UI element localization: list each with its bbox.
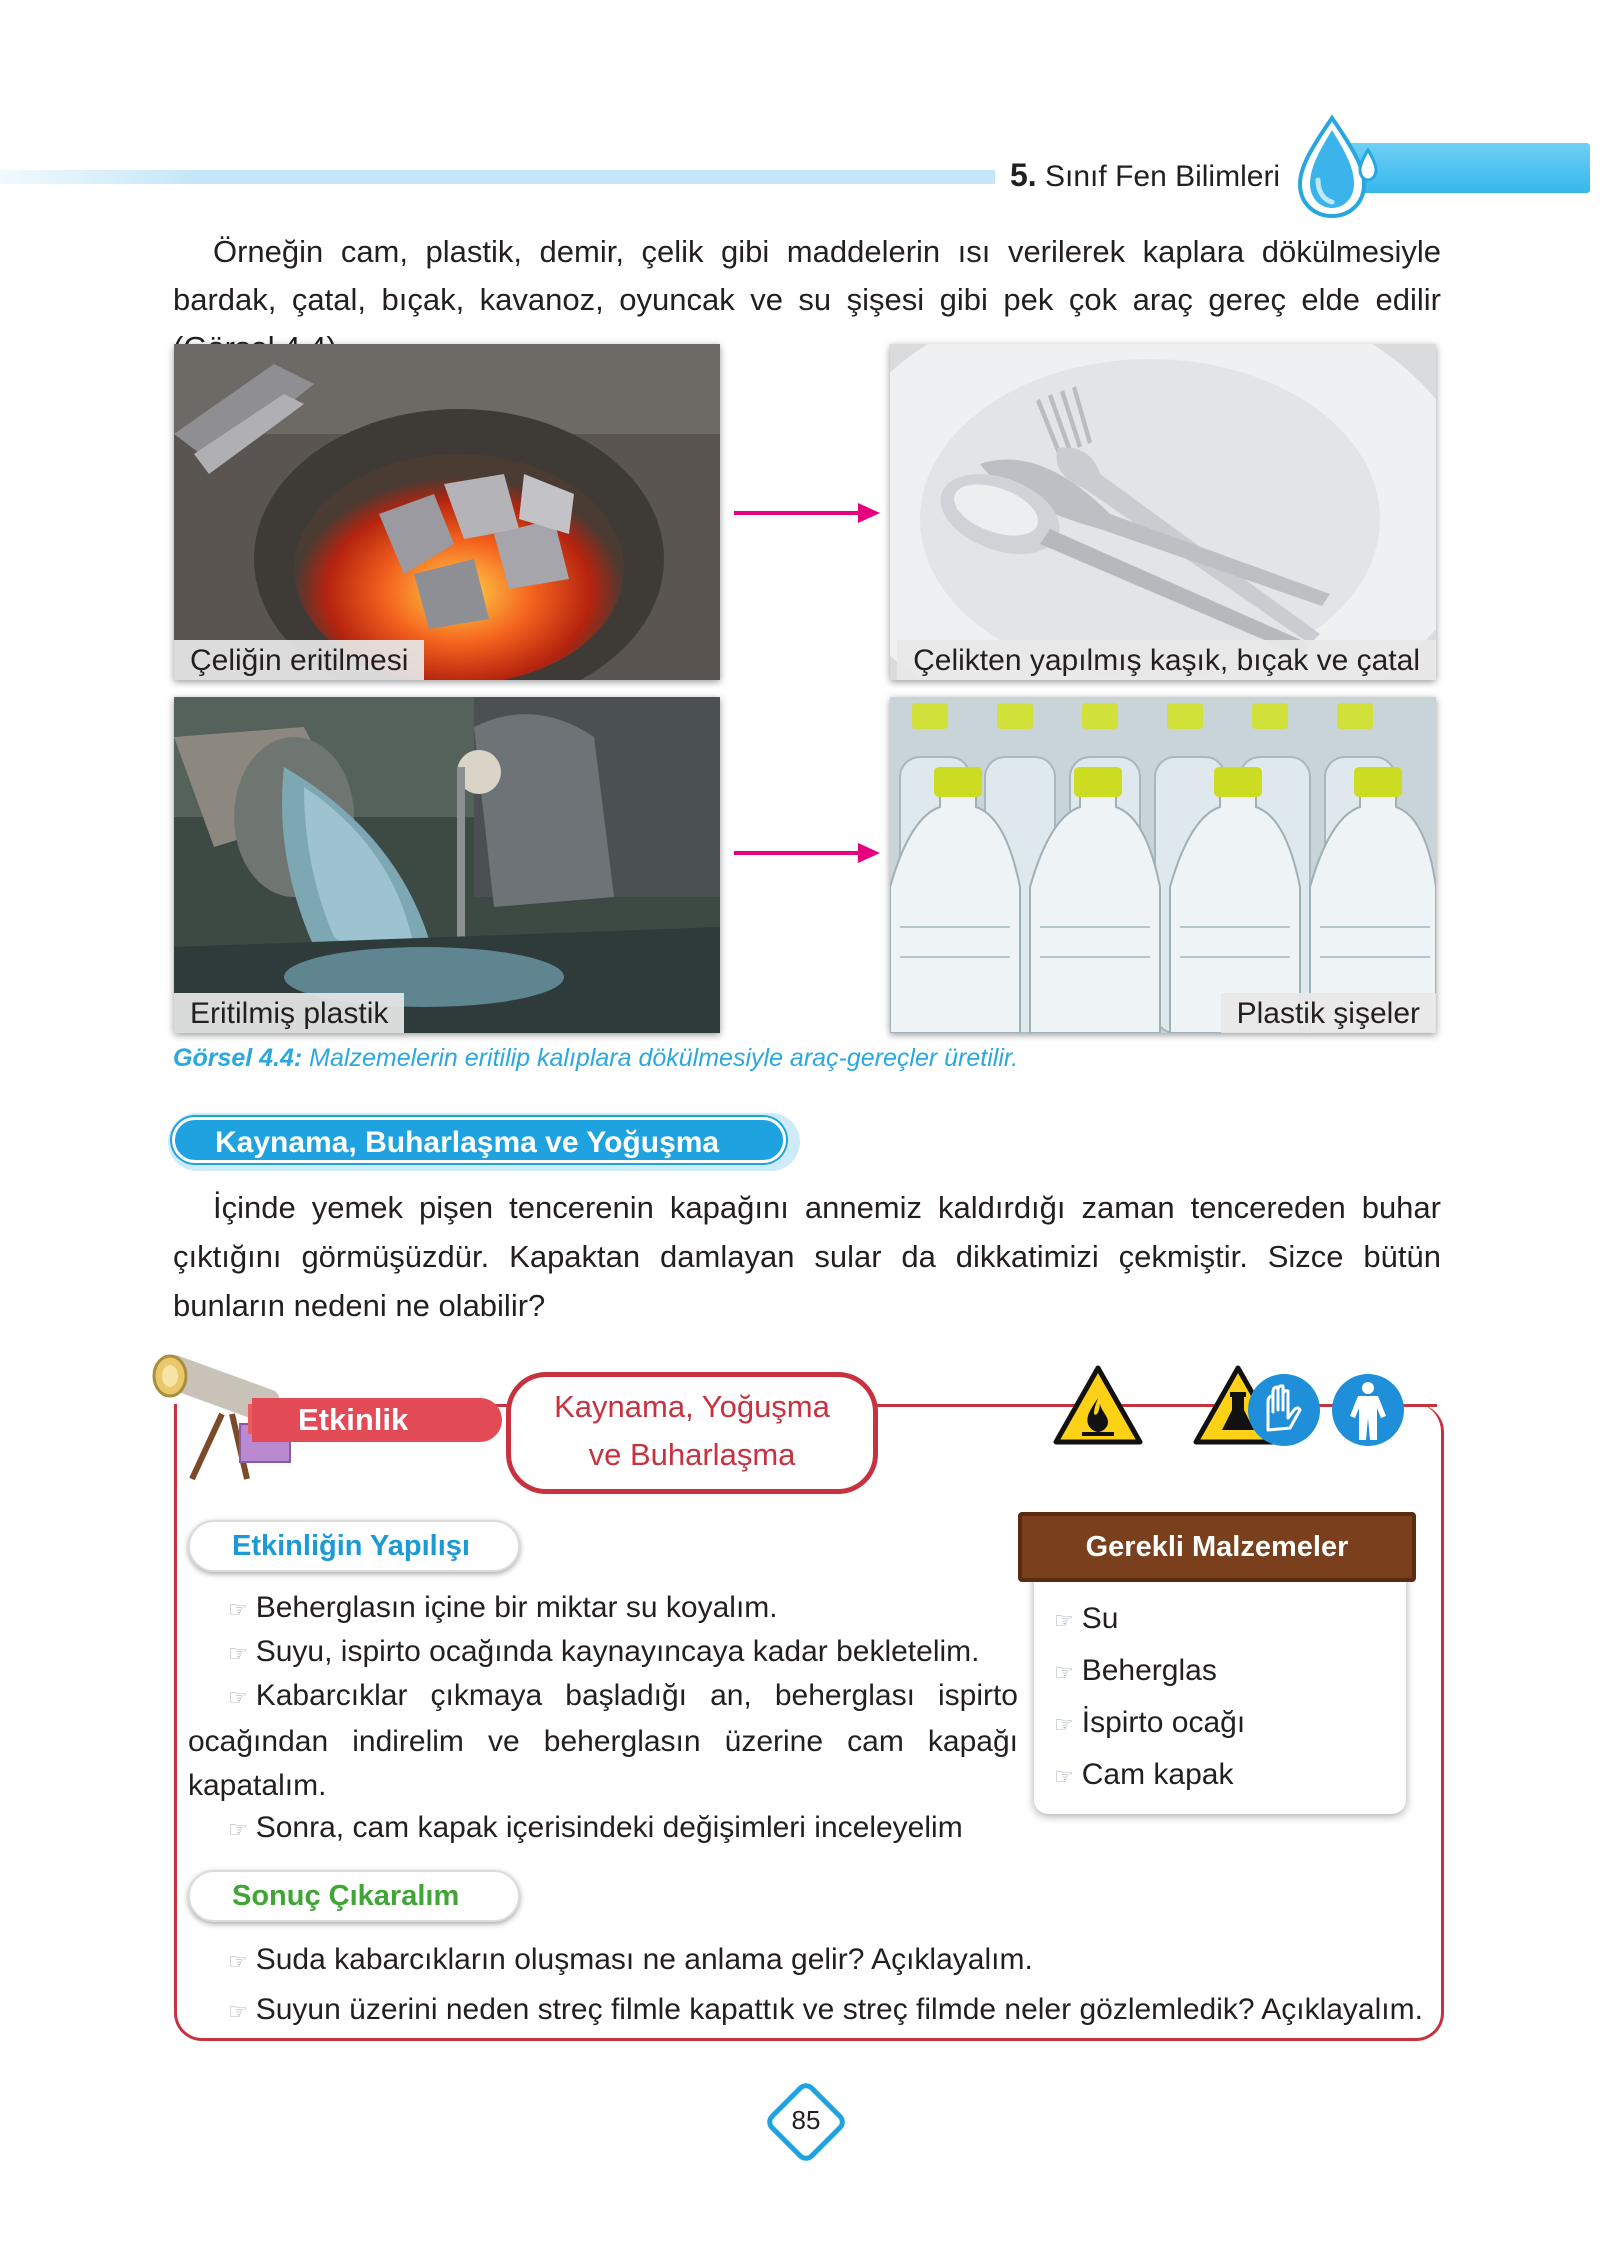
material-item: ☞ Su — [1054, 1602, 1119, 1635]
pointing-hand-icon: ☞ — [1054, 1712, 1074, 1737]
section-paragraph: İçinde yemek pişen tencerenin kapağını annemiz kaldırdığı zaman tencereden buhar çıktığını görmüşüzdür. Kapaktan damlayan sular da dikkatimizi çekmiştir. Sizce bütün bunların nedeni ne olabilir? — [173, 1190, 1441, 1323]
procedure-step: ☞ Suyu, ispirto ocağında kaynayıncaya kadar bekletelim. — [228, 1635, 980, 1668]
page-number: 85 — [791, 2105, 821, 2135]
photo-caption: Eritilmiş plastik — [174, 993, 404, 1033]
section-heading: Kaynama, Buharlaşma ve Yoğuşma — [172, 1117, 786, 1163]
material-item: ☞ Beherglas — [1054, 1654, 1217, 1687]
activity-title — [506, 1372, 878, 1494]
photo-steel-melting — [174, 344, 720, 680]
arrow-right-icon — [734, 498, 880, 528]
procedure-heading: Etkinliğin Yapılışı — [188, 1520, 520, 1572]
pointing-hand-icon: ☞ — [228, 1641, 248, 1666]
pointing-hand-icon: ☞ — [228, 1597, 248, 1622]
materials-box — [1034, 1568, 1406, 1814]
activity-title-line: Kaynama, Yoğuşma — [554, 1389, 830, 1424]
pointing-hand-icon: ☞ — [228, 1949, 248, 1974]
pointing-hand-icon: ☞ — [228, 1817, 248, 1842]
photo-melted-plastic — [174, 697, 720, 1033]
activity-title-line: ve Buharlaşma — [588, 1437, 796, 1472]
header-title: 5. Sınıf Fen Bilimleri — [1010, 157, 1281, 193]
pointing-hand-icon: ☞ — [1054, 1764, 1074, 1789]
conclusion-question: ☞ Suda kabarcıkların oluşması ne anlama gelir? Açıklayalım. — [228, 1943, 1033, 1976]
lab-coat-icon — [1330, 1372, 1406, 1448]
arrow-right-icon — [734, 838, 880, 868]
flammable-warning-icon — [1052, 1364, 1144, 1446]
conclusion-heading: Sonuç Çıkaralım — [188, 1870, 520, 1922]
conclusion-question: ☞ Suyun üzerini neden streç filmle kapattık ve streç filmde neler gözlemledik? Açıklayalım. — [228, 1993, 1423, 2026]
photo-caption: Plastik şişeler — [1221, 993, 1436, 1033]
pointing-hand-icon: ☞ — [228, 1685, 248, 1710]
pointing-hand-icon: ☞ — [228, 1999, 248, 2024]
activity-tab: Etkinlik — [252, 1398, 502, 1442]
photo-steel-cutlery — [890, 344, 1436, 680]
material-item: ☞ İspirto ocağı — [1054, 1706, 1246, 1739]
figure-caption: Görsel 4.4: Malzemelerin eritilip kalıplara dökülmesiyle araç-gereçler üretilir. — [173, 1044, 1019, 1072]
materials-heading: Gerekli Malzemeler — [1018, 1512, 1416, 1582]
pointing-hand-icon: ☞ — [1054, 1660, 1074, 1685]
pointing-hand-icon: ☞ — [1054, 1608, 1074, 1633]
material-item: ☞ Cam kapak — [1054, 1758, 1234, 1791]
materials-list — [1054, 1594, 1245, 1802]
gloves-icon — [1246, 1372, 1322, 1448]
header-rule — [0, 170, 995, 184]
photo-plastic-bottles — [890, 697, 1436, 1033]
procedure-step: ☞ Sonra, cam kapak içerisindeki değişimleri inceleyelim — [228, 1811, 963, 1844]
photo-caption: Çeliğin eritilmesi — [174, 640, 424, 680]
procedure-step: ☞ Beherglasın içine bir miktar su koyalım. — [228, 1591, 778, 1624]
intro-paragraph: Örneğin cam, plastik, demir, çelik gibi maddelerin ısı verilerek kaplara dökülmesiyle bardak, çatal, bıçak, kavanoz, oyuncak ve su şişesi gibi pek çok araç gereç elde edilir — [173, 234, 1441, 317]
photo-caption: Çelikten yapılmış kaşık, bıçak ve çatal — [897, 640, 1436, 680]
procedure-step: ☞ Kabarcıklar çıkmaya başladığı an, beherglası ispirto ocağından indirelim ve beherglasın üzerine cam kapağı kapatalım. — [188, 1679, 1018, 1802]
water-drop-icon — [1280, 110, 1390, 220]
